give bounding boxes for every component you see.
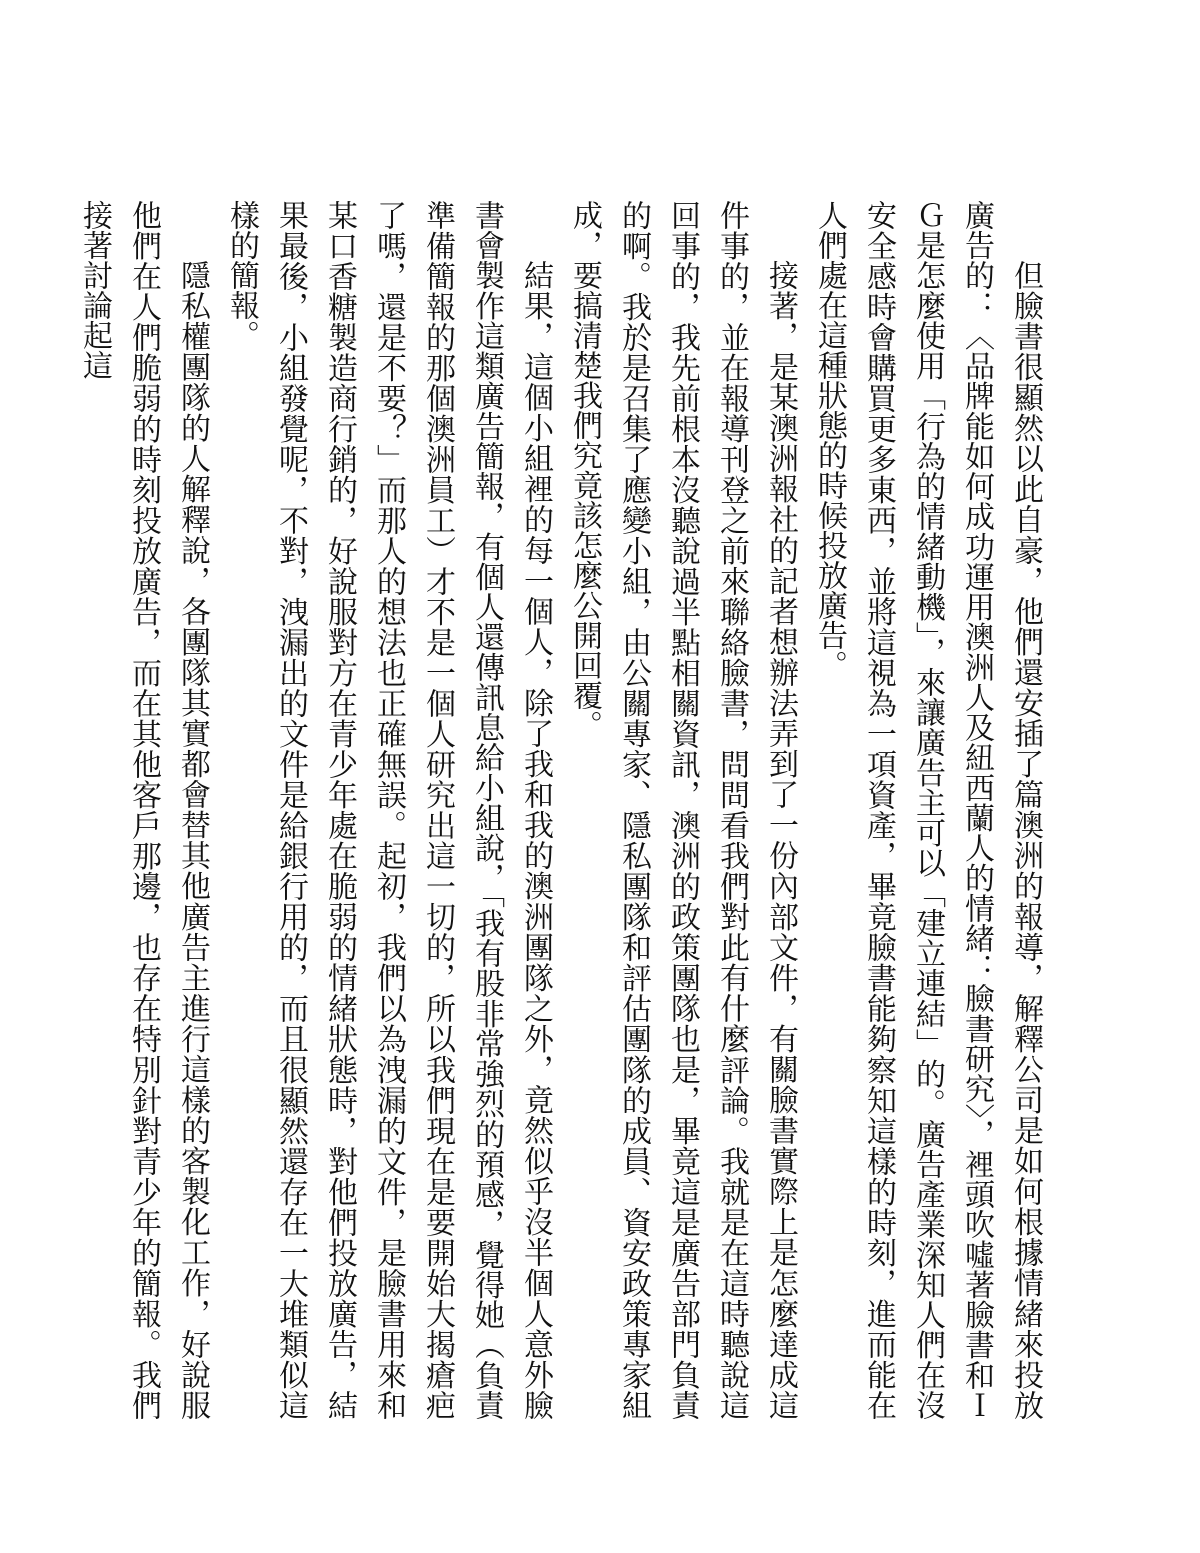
vertical-text-body	[77, 200, 1050, 1420]
paragraph-3: 結果，這個小組裡的每一個人，除了我和我的澳洲團隊之外，竟然似乎沒半個人意外臉書會製作這類廣告簡報，有個人還傳訊息給小組說，「我有股非常強烈的預感，覺得她（負責準備簡報的那個澳洲員工）才不是一個人研究出這一切的，所以我們現在是要開始大揭瘡疤了嗎，還是不要？」而那人的想法也正確無誤。起初，我們以為洩漏的文件，是臉書用來和某口香糖製造商行銷的，好說服對方在青少年處在脆弱的情緒狀態時，對他們投放廣告，結果最後，小組發覺呢，不對，洩漏出的文件是給銀行用的，而且很顯然還存在一大堆類似這樣的簡報。	[224, 200, 553, 1420]
paragraph-1: 但臉書很顯然以此自豪，他們還安插了篇澳洲的報導，解釋公司是如何根據情緒來投放廣告的：〈品牌能如何成功運用澳洲人及紐西蘭人的情緒：臉書研究〉，裡頭吹噓著臉書和ＩＧ是怎麼使用「行為的情緒動機」，來讓廣告主可以「建立連結」的。廣告產業深知人們在沒安全感時會購買更多東西，並將這視為一項資產，畢竟臉書能夠察知這樣的時刻，進而能在人們處在這種狀態的時候投放廣告。	[812, 200, 1043, 1420]
paragraph-4: 隱私權團隊的人解釋說，各團隊其實都會替其他廣告主進行這樣的客製化工作，好說服他們在人們脆弱的時刻投放廣告，而在其他客戶那邊，也存在特別針對青少年的簡報。我們接著討論起這	[77, 200, 210, 1420]
paragraph-2: 接著，是某澳洲報社的記者想辦法弄到了一份內部文件，有關臉書實際上是怎麼達成這件事的，並在報導刊登之前來聯絡臉書，問問看我們對此有什麼評論。我就是在這時聽說這回事的，我先前根本沒聽說過半點相關資訊，澳洲的政策團隊也是，畢竟這是廣告部門負責的啊。我於是召集了應變小組，由公關專家、隱私團隊和評估團隊的成員、資安政策專家組成，要搞清楚我們究竟該怎麼公開回覆。	[567, 200, 798, 1420]
